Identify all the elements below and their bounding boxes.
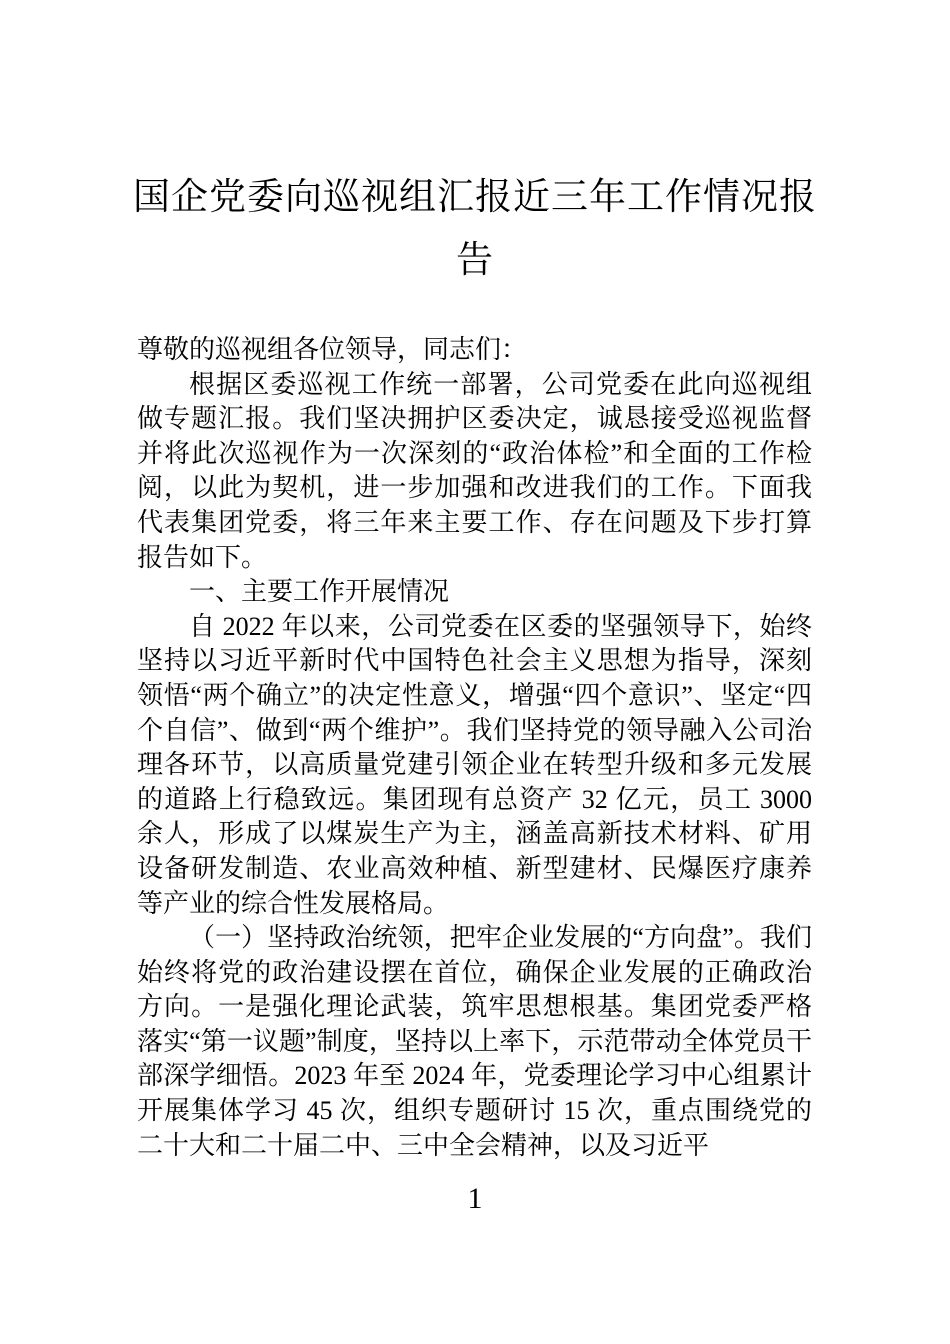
paragraph-introduction: 根据区委巡视工作统一部署，公司党委在此向巡视组做专题汇报。我们坚决拥护区委决定，诚恳接受巡视监督并将此次巡视作为一次深刻的“政治体检”和全面的工作检阅，以此为契机，进一步加强和改进我们的工作。下面我代表集团党委，将三年来主要工作、存在问题及下步打算报告如下。 [137,369,812,572]
document-title-line-1: 国企党委向巡视组汇报近三年工作情况报 [133,177,817,218]
page-footer [0,1181,950,1217]
document-body [137,333,812,1163]
document-title-line-2: 告 [456,240,494,281]
section-heading-main-work: 一、主要工作开展情况 [189,577,450,607]
document-title [75,166,875,292]
paragraph-political-leadership: （一）坚持政治统领，把牢企业发展的“方向盘”。我们始终将党的政治建设摆在首位，确保企业发展的正确政治方向。一是强化理论武装，筑牢思想根基。集团党委严格落实“第一议题”制度，坚持以上率下，示范带动全体党员干部深学细悟。2023 年至 2024 年，党委理论学习中心组累计开展集体学习 45 次，组织专题研讨 15 次，重点围绕党的二十大和二十届二中、三中全会精神，以及习近平 [137,923,812,1160]
paragraph-company-overview: 自 2022 年以来，公司党委在区委的坚强领导下，始终坚持以习近平新时代中国特色社会主义思想为指导，深刻领悟“两个确立”的决定性意义，增强“四个意识”、坚定“四个自信”、做到“两个维护”。我们坚持党的领导融入公司治理各环节，以高质量党建引领企业在转型升级和多元发展的道路上行稳致远。集团现有总资产 32 亿元，员工 3000 余人，形成了以煤炭生产为主，涵盖高新技术材料、矿用设备研发制造、农业高效种植、新型建材、民爆医疗康养等产业的综合性发展格局。 [137,611,812,918]
page-number: 1 [467,1182,483,1215]
salutation-line: 尊敬的巡视组各位领导，同志们： [137,335,528,364]
